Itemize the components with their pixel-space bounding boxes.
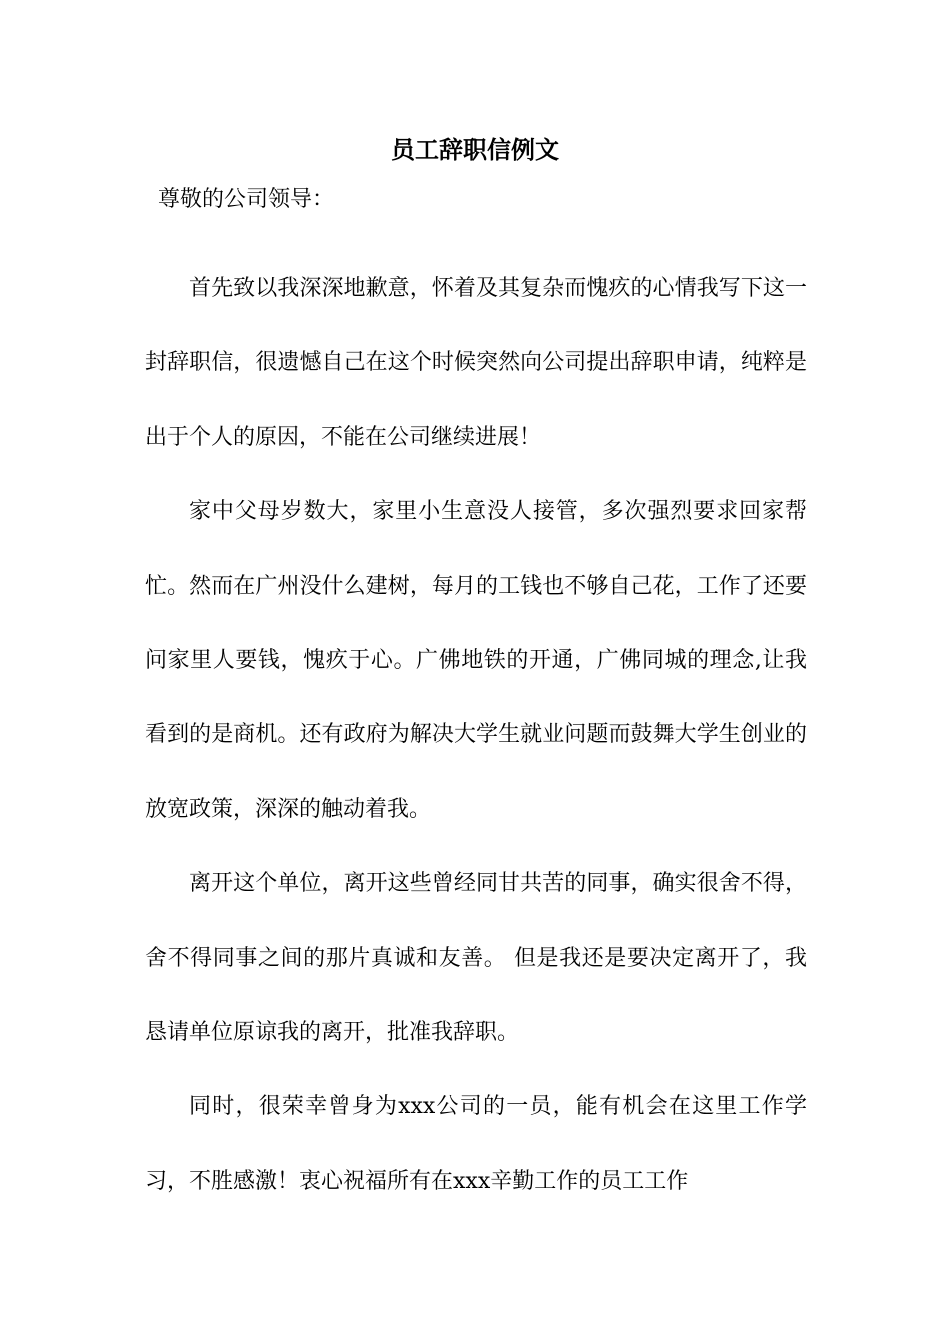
paragraph-farewell: 离开这个单位，离开这些曾经同甘共苦的同事，确实很舍不得，舍不得同事之间的那片真诚和友善。 但是我还是要决定离开了，我恳请单位原谅我的离开，批准我辞职。 [145, 871, 807, 1046]
document-title: 员工辞职信例文 [391, 135, 559, 164]
letter-body [145, 252, 807, 1219]
paragraph-gratitude: 同时，很荣幸曾身为xxx公司的一员，能有机会在这里工作学习，不胜感激！衷心祝福所有在xxx辛勤工作的员工工作 [145, 1094, 807, 1194]
paragraph-family-reason: 家中父母岁数大，家里小生意没人接管，多次强烈要求回家帮忙。然而在广州没什么建树，每月的工钱也不够自己花，工作了还要问家里人要钱，愧疚于心。广佛地铁的开通，广佛同城的理念,让我看到的是商机。还有政府为解决大学生就业问题而鼓舞大学生创业的放宽政策，深深的触动着我。 [145, 499, 807, 822]
salutation: 尊敬的公司领导： [158, 187, 335, 212]
paragraph-apology: 首先致以我深深地歉意，怀着及其复杂而愧疚的心情我写下这一封辞职信，很遗憾自己在这个时候突然向公司提出辞职申请，纯粹是出于个人的原因，不能在公司继续进展！ [145, 276, 807, 450]
